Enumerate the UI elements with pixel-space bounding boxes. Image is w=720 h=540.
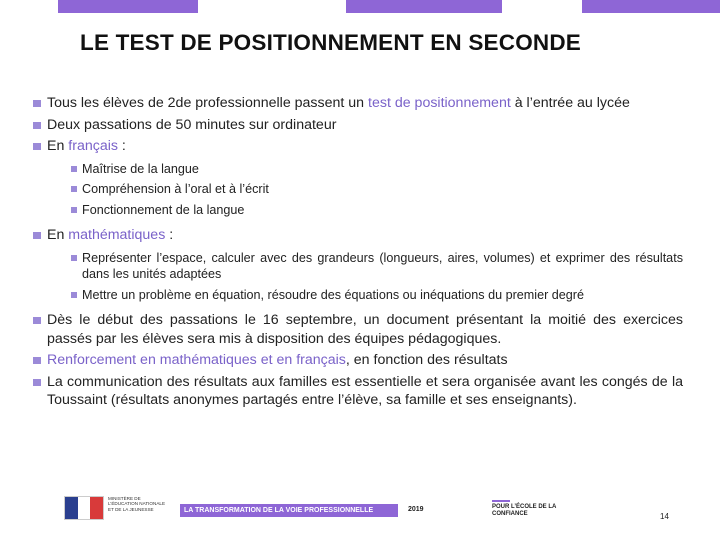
bullet-item [33, 116, 683, 135]
sub-bullet-text: Fonctionnement de la langue [82, 202, 245, 217]
sub-bullet-item [71, 202, 683, 219]
top-accent-bar-2 [346, 0, 502, 13]
bullet-square-icon [71, 292, 77, 298]
bullet-square-icon [33, 379, 41, 386]
bullet-text: : [165, 227, 174, 243]
bullet-text: Tous les élèves de 2de professionnelle passent un [47, 95, 369, 111]
bullet-item [33, 226, 683, 245]
banner-bar [180, 504, 398, 517]
logo-accent-line [492, 500, 510, 502]
sub-bullet-text: Compréhension à l’oral et à l’écrit [82, 182, 269, 196]
highlighted-text: Renforcement en mathématiques et en français [47, 352, 346, 368]
highlighted-text: mathématiques [68, 227, 166, 243]
bullet-item [33, 137, 683, 156]
sub-bullet-item [71, 287, 683, 304]
ecole-confiance-logo [492, 500, 582, 518]
bullet-item [33, 94, 683, 113]
top-accent-bar-1 [58, 0, 198, 13]
bullet-text: à l’entrée au lycée [510, 95, 630, 111]
bullet-item [33, 351, 683, 370]
bullet-list [33, 94, 683, 413]
ecole-confiance-text: POUR L’ÉCOLE DE LA CONFIANCE [492, 504, 557, 517]
bullet-square-icon [71, 186, 77, 192]
sub-bullet-item [71, 250, 683, 283]
bullet-item [33, 311, 683, 348]
sub-bullet-item [71, 161, 683, 178]
year-label: 2019 [408, 506, 424, 513]
sub-bullet-item [71, 181, 683, 198]
bullet-text: Dès le début des passations le 16 septembre, un document présentant la moitié des exercices passés par les élèves sera mis à disposition des équipes pédagogiques. [47, 312, 683, 347]
sub-bullet-list [33, 161, 683, 219]
bullet-square-icon [33, 122, 41, 129]
bullet-text: Deux passations de 50 minutes sur ordinateur [47, 116, 337, 133]
bullet-text: : [117, 138, 126, 154]
footer [0, 490, 720, 540]
bullet-square-icon [71, 166, 77, 172]
bullet-text: En [47, 227, 69, 243]
bullet-square-icon [71, 255, 77, 261]
top-accent-bar-3 [582, 0, 720, 13]
bullet-square-icon [71, 207, 77, 213]
highlighted-text: test de positionnement [368, 95, 511, 111]
sub-bullet-list [33, 250, 683, 304]
bullet-text: La communication des résultats aux familles est essentielle et sera organisée avant les congés de la Toussaint (résultats anonymes partagés entre l’élève, sa famille et ses enseignants). [47, 373, 683, 408]
bullet-square-icon [33, 317, 41, 324]
bullet-square-icon [33, 143, 41, 150]
highlighted-text: français [68, 138, 118, 154]
bullet-square-icon [33, 232, 41, 239]
bullet-text: , en fonction des résultats [345, 352, 508, 368]
page-number: 14 [660, 512, 669, 521]
banner-text: LA TRANSFORMATION DE LA VOIE PROFESSIONNELLE [184, 507, 374, 514]
slide-title: LE TEST DE POSITIONNEMENT EN SECONDE [80, 30, 582, 55]
bullet-square-icon [33, 100, 41, 107]
sub-bullet-text: Maîtrise de la langue [82, 161, 199, 176]
bullet-square-icon [33, 357, 41, 364]
bullet-item [33, 373, 683, 410]
ministry-label: MINISTÈRE DE L’ÉDUCATION NATIONALE ET DE LA JEUNESSE [108, 496, 166, 512]
sub-bullet-text: Représenter l’espace, calculer avec des grandeurs (longueurs, aires, volumes) et exprimer des résultats dans les unités adaptées [82, 250, 683, 281]
bullet-text: En [47, 138, 69, 154]
sub-bullet-text: Mettre un problème en équation, résoudre des équations ou inéquations du premier degré [82, 287, 584, 302]
republic-flag-logo [64, 496, 104, 520]
